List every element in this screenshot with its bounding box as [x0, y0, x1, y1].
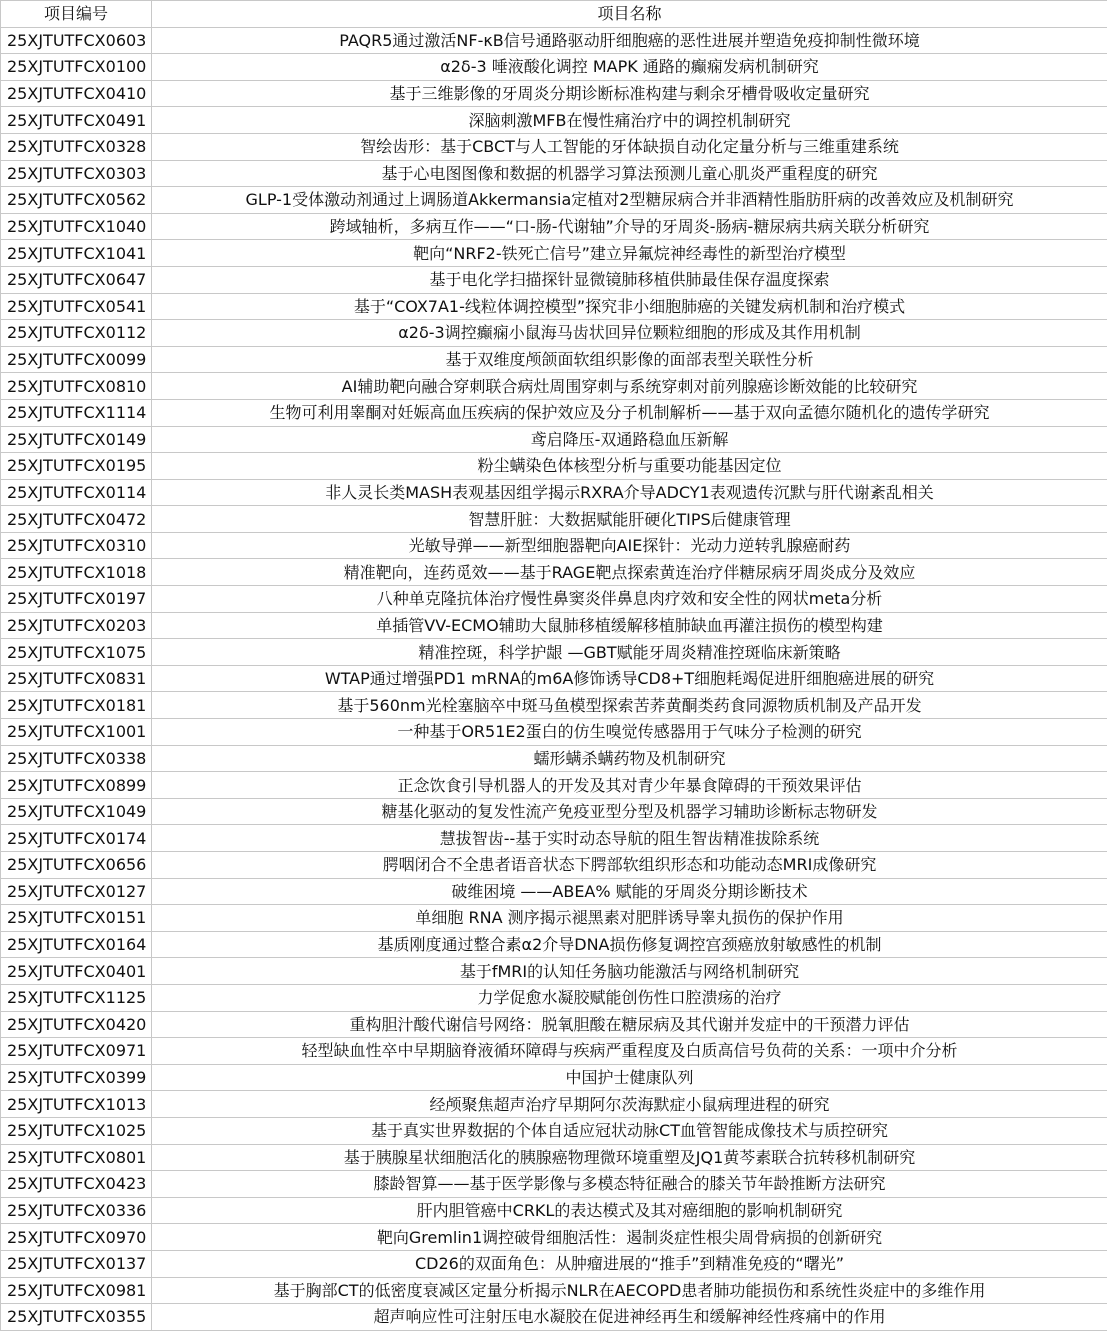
project-id-cell: 25XJTUTFCX0647: [1, 266, 152, 293]
table-row: [1, 984, 1107, 1011]
project-id-cell: 25XJTUTFCX0099: [1, 346, 152, 373]
table-row: [1, 266, 1107, 293]
project-name-cell: 中国护士健康队列: [152, 1064, 1107, 1091]
project-name-cell: 八种单克隆抗体治疗慢性鼻窦炎伴鼻息肉疗效和安全性的网状meta分析: [152, 586, 1107, 613]
table-row: [1, 1064, 1107, 1091]
table-row: [1, 665, 1107, 692]
table-row: [1, 1197, 1107, 1224]
project-id-cell: 25XJTUTFCX0801: [1, 1144, 152, 1171]
table-row: [1, 1250, 1107, 1277]
table-body: [1, 27, 1107, 1330]
project-id-cell: 25XJTUTFCX0472: [1, 506, 152, 533]
table-row: [1, 107, 1107, 134]
project-name-cell: 慧拔智齿--基于实时动态导航的阻生智齿精准拔除系统: [152, 825, 1107, 852]
project-name-cell: 基于560nm光栓塞脑卒中斑马鱼模型探索苦荞黄酮类药食同源物质机制及产品开发: [152, 692, 1107, 719]
project-id-cell: 25XJTUTFCX0149: [1, 426, 152, 453]
project-name-cell: 蠕形螨杀螨药物及机制研究: [152, 745, 1107, 772]
table-row: [1, 80, 1107, 107]
column-header-project-name: 项目名称: [152, 1, 1107, 28]
project-id-cell: 25XJTUTFCX0971: [1, 1038, 152, 1065]
project-id-cell: 25XJTUTFCX1013: [1, 1091, 152, 1118]
table-row: [1, 852, 1107, 879]
project-name-cell: 轻型缺血性卒中早期脑脊液循环障碍与疾病严重程度及白质高信号负荷的关系：一项中介分析: [152, 1038, 1107, 1065]
project-name-cell: 非人灵长类MASH表观基因组学揭示RXRA介导ADCY1表观遗传沉默与肝代谢紊乱相关: [152, 479, 1107, 506]
table-row: [1, 426, 1107, 453]
project-id-cell: 25XJTUTFCX0399: [1, 1064, 152, 1091]
project-id-cell: 25XJTUTFCX0137: [1, 1250, 152, 1277]
project-name-cell: 精准靶向，连药觅效——基于RAGE靶点探索黄连治疗伴糖尿病牙周炎成分及效应: [152, 559, 1107, 586]
project-id-cell: 25XJTUTFCX0338: [1, 745, 152, 772]
project-id-cell: 25XJTUTFCX0127: [1, 878, 152, 905]
project-name-cell: 智慧肝脏：大数据赋能肝硬化TIPS后健康管理: [152, 506, 1107, 533]
table-row: [1, 586, 1107, 613]
project-id-cell: 25XJTUTFCX0355: [1, 1304, 152, 1331]
table-row: [1, 320, 1107, 347]
table-row: [1, 27, 1107, 54]
project-name-cell: 破维困境 ——ABEA% 赋能的牙周炎分期诊断技术: [152, 878, 1107, 905]
table-row: [1, 1224, 1107, 1251]
project-id-cell: 25XJTUTFCX0195: [1, 453, 152, 480]
table-row: [1, 1277, 1107, 1304]
project-id-cell: 25XJTUTFCX0401: [1, 958, 152, 985]
table-row: [1, 1038, 1107, 1065]
table-row: [1, 160, 1107, 187]
project-id-cell: 25XJTUTFCX0491: [1, 107, 152, 134]
table-row: [1, 346, 1107, 373]
table-row: [1, 639, 1107, 666]
project-id-cell: 25XJTUTFCX1049: [1, 798, 152, 825]
table-row: [1, 1304, 1107, 1331]
project-name-cell: 基于真实世界数据的个体自适应冠状动脉CT血管智能成像技术与质控研究: [152, 1117, 1107, 1144]
project-id-cell: 25XJTUTFCX0562: [1, 187, 152, 214]
project-name-cell: 基于电化学扫描探针显微镜肺移植供肺最佳保存温度探索: [152, 266, 1107, 293]
column-header-project-id: 项目编号: [1, 1, 152, 28]
project-name-cell: 单细胞 RNA 测序揭示褪黑素对肥胖诱导睾丸损伤的保护作用: [152, 905, 1107, 932]
project-name-cell: 单插管VV-ECMO辅助大鼠肺移植缓解移植肺缺血再灌注损伤的模型构建: [152, 612, 1107, 639]
project-name-cell: PAQR5通过激活NF-κB信号通路驱动肝细胞癌的恶性进展并塑造免疫抑制性微环境: [152, 27, 1107, 54]
table-row: [1, 1117, 1107, 1144]
project-id-cell: 25XJTUTFCX0181: [1, 692, 152, 719]
project-id-cell: 25XJTUTFCX0203: [1, 612, 152, 639]
project-name-cell: 跨域轴析，多病互作——“口-肠-代谢轴”介导的牙周炎-肠病-糖尿病共病关联分析研究: [152, 213, 1107, 240]
table-row: [1, 958, 1107, 985]
project-name-cell: 靶向“NRF2-铁死亡信号”建立异氟烷神经毒性的新型治疗模型: [152, 240, 1107, 267]
project-id-cell: 25XJTUTFCX1075: [1, 639, 152, 666]
table-row: [1, 905, 1107, 932]
project-id-cell: 25XJTUTFCX0112: [1, 320, 152, 347]
project-name-cell: 一种基于OR51E2蛋白的仿生嗅觉传感器用于气味分子检测的研究: [152, 719, 1107, 746]
project-name-cell: GLP-1受体激动剂通过上调肠道Akkermansia定植对2型糖尿病合并非酒精性脂肪肝病的改善效应及机制研究: [152, 187, 1107, 214]
table-row: [1, 798, 1107, 825]
project-id-cell: 25XJTUTFCX0197: [1, 586, 152, 613]
project-name-cell: 超声响应性可注射压电水凝胶在促进神经再生和缓解神经性疼痛中的作用: [152, 1304, 1107, 1331]
project-id-cell: 25XJTUTFCX0970: [1, 1224, 152, 1251]
project-name-cell: WTAP通过增强PD1 mRNA的m6A修饰诱导CD8+T细胞耗竭促进肝细胞癌进展的研究: [152, 665, 1107, 692]
project-name-cell: 基于胰腺星状细胞活化的胰腺癌物理微环境重塑及JQ1黄芩素联合抗转移机制研究: [152, 1144, 1107, 1171]
table-row: [1, 240, 1107, 267]
project-id-cell: 25XJTUTFCX0328: [1, 133, 152, 160]
project-name-cell: 靶向Gremlin1调控破骨细胞活性：遏制炎症性根尖周骨病损的创新研究: [152, 1224, 1107, 1251]
project-id-cell: 25XJTUTFCX0603: [1, 27, 152, 54]
table-row: [1, 54, 1107, 81]
project-name-cell: 腭咽闭合不全患者语音状态下腭部软组织形态和功能动态MRI成像研究: [152, 852, 1107, 879]
project-name-cell: 糖基化驱动的复发性流产免疫亚型分型及机器学习辅助诊断标志物研发: [152, 798, 1107, 825]
project-name-cell: 基于胸部CT的低密度衰减区定量分析揭示NLR在AECOPD患者肺功能损伤和系统性炎症中的多维作用: [152, 1277, 1107, 1304]
project-name-cell: 基于三维影像的牙周炎分期诊断标准构建与剩余牙槽骨吸收定量研究: [152, 80, 1107, 107]
project-name-cell: 基于fMRI的认知任务脑功能激活与网络机制研究: [152, 958, 1107, 985]
table-row: [1, 532, 1107, 559]
project-id-cell: 25XJTUTFCX0164: [1, 931, 152, 958]
project-name-cell: 基于双维度颅颌面软组织影像的面部表型关联性分析: [152, 346, 1107, 373]
project-name-cell: 基质刚度通过整合素α2介导DNA损伤修复调控宫颈癌放射敏感性的机制: [152, 931, 1107, 958]
project-id-cell: 25XJTUTFCX1114: [1, 399, 152, 426]
project-name-cell: 生物可利用睾酮对妊娠高血压疾病的保护效应及分子机制解析——基于双向孟德尔随机化的遗传学研究: [152, 399, 1107, 426]
project-name-cell: 基于心电图图像和数据的机器学习算法预测儿童心肌炎严重程度的研究: [152, 160, 1107, 187]
project-name-cell: 膝龄智算——基于医学影像与多模态特征融合的膝关节年龄推断方法研究: [152, 1171, 1107, 1198]
table-row: [1, 399, 1107, 426]
project-id-cell: 25XJTUTFCX0831: [1, 665, 152, 692]
project-id-cell: 25XJTUTFCX0423: [1, 1171, 152, 1198]
project-id-cell: 25XJTUTFCX0981: [1, 1277, 152, 1304]
project-id-cell: 25XJTUTFCX1125: [1, 984, 152, 1011]
project-id-cell: 25XJTUTFCX1018: [1, 559, 152, 586]
table-row: [1, 1171, 1107, 1198]
table-row: [1, 745, 1107, 772]
project-id-cell: 25XJTUTFCX0310: [1, 532, 152, 559]
table-row: [1, 719, 1107, 746]
table-row: [1, 213, 1107, 240]
project-name-cell: 肝内胆管癌中CRKL的表达模式及其对癌细胞的影响机制研究: [152, 1197, 1107, 1224]
project-name-cell: 深脑刺激MFB在慢性痛治疗中的调控机制研究: [152, 107, 1107, 134]
project-id-cell: 25XJTUTFCX0151: [1, 905, 152, 932]
project-id-cell: 25XJTUTFCX1041: [1, 240, 152, 267]
project-id-cell: 25XJTUTFCX0899: [1, 772, 152, 799]
project-name-cell: CD26的双面角色：从肿瘤进展的“推手”到精准免疫的“曙光”: [152, 1250, 1107, 1277]
project-name-cell: 力学促愈水凝胶赋能创伤性口腔溃疡的治疗: [152, 984, 1107, 1011]
project-id-cell: 25XJTUTFCX0810: [1, 373, 152, 400]
project-id-cell: 25XJTUTFCX1025: [1, 1117, 152, 1144]
table-row: [1, 479, 1107, 506]
project-name-cell: 粉尘螨染色体核型分析与重要功能基因定位: [152, 453, 1107, 480]
project-id-cell: 25XJTUTFCX0420: [1, 1011, 152, 1038]
project-id-cell: 25XJTUTFCX0656: [1, 852, 152, 879]
project-name-cell: 经颅聚焦超声治疗早期阿尔茨海默症小鼠病理进程的研究: [152, 1091, 1107, 1118]
project-name-cell: 正念饮食引导机器人的开发及其对青少年暴食障碍的干预效果评估: [152, 772, 1107, 799]
table-row: [1, 293, 1107, 320]
project-id-cell: 25XJTUTFCX0541: [1, 293, 152, 320]
table-row: [1, 506, 1107, 533]
table-row: [1, 559, 1107, 586]
project-id-cell: 25XJTUTFCX0303: [1, 160, 152, 187]
project-name-cell: 精准控斑，科学护龈 —GBT赋能牙周炎精准控斑临床新策略: [152, 639, 1107, 666]
table-row: [1, 133, 1107, 160]
project-id-cell: 25XJTUTFCX0114: [1, 479, 152, 506]
project-name-cell: 鸢启降压-双通路稳血压新解: [152, 426, 1107, 453]
project-id-cell: 25XJTUTFCX1001: [1, 719, 152, 746]
table-row: [1, 825, 1107, 852]
project-name-cell: 智绘齿形：基于CBCT与人工智能的牙体缺损自动化定量分析与三维重建系统: [152, 133, 1107, 160]
project-id-cell: 25XJTUTFCX0410: [1, 80, 152, 107]
table-row: [1, 931, 1107, 958]
table-row: [1, 187, 1107, 214]
table-row: [1, 1011, 1107, 1038]
project-id-cell: 25XJTUTFCX1040: [1, 213, 152, 240]
project-name-cell: 重构胆汁酸代谢信号网络：脱氧胆酸在糖尿病及其代谢并发症中的干预潜力评估: [152, 1011, 1107, 1038]
table-row: [1, 692, 1107, 719]
project-id-cell: 25XJTUTFCX0100: [1, 54, 152, 81]
table-row: [1, 373, 1107, 400]
project-id-cell: 25XJTUTFCX0174: [1, 825, 152, 852]
table-row: [1, 612, 1107, 639]
project-name-cell: α2δ-3调控癫痫小鼠海马齿状回异位颗粒细胞的形成及其作用机制: [152, 320, 1107, 347]
project-id-cell: 25XJTUTFCX0336: [1, 1197, 152, 1224]
table-row: [1, 1091, 1107, 1118]
table-row: [1, 772, 1107, 799]
header-row: [1, 1, 1107, 28]
table-row: [1, 453, 1107, 480]
project-name-cell: 光敏导弹——新型细胞器靶向AIE探针：光动力逆转乳腺癌耐药: [152, 532, 1107, 559]
project-name-cell: AI辅助靶向融合穿刺联合病灶周围穿刺与系统穿刺对前列腺癌诊断效能的比较研究: [152, 373, 1107, 400]
project-name-cell: 基于“COX7A1-线粒体调控模型”探究非小细胞肺癌的关键发病机制和治疗模式: [152, 293, 1107, 320]
table-row: [1, 1144, 1107, 1171]
table-row: [1, 878, 1107, 905]
project-name-cell: α2δ-3 唾液酸化调控 MAPK 通路的癫痫发病机制研究: [152, 54, 1107, 81]
